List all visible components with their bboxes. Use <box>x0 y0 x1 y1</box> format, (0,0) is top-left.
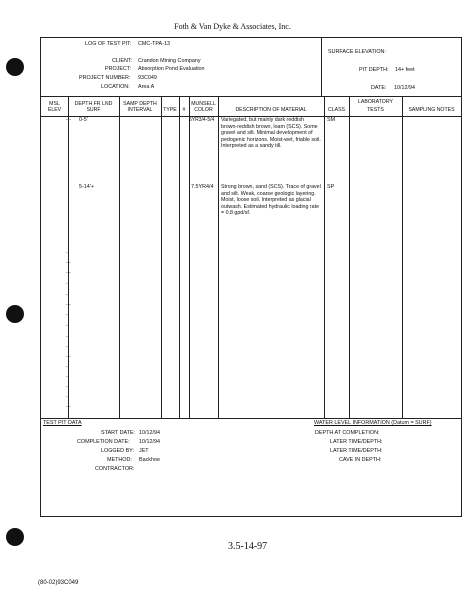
depth-tick: - <box>66 344 68 350</box>
row1-depth-tick: - - <box>66 117 72 123</box>
col-type: TYPE <box>163 107 177 113</box>
depth-tick: - <box>66 364 68 370</box>
location-value: Area A <box>138 84 155 90</box>
footer-code: (80-02)93C049 <box>38 580 79 586</box>
row1-depth: 0-5' <box>79 117 88 123</box>
row2-class: SP <box>327 184 335 190</box>
binder-hole-top <box>6 58 24 76</box>
col-sampling-notes: SAMPLING NOTES <box>408 107 455 113</box>
completion-date-label: COMPLETION DATE: <box>77 439 130 445</box>
col-interval: INTERVAL <box>127 107 153 113</box>
completion-date-value: 10/12/94 <box>139 439 160 445</box>
test-pit-data-title: TEST PIT DATA <box>43 420 82 426</box>
depth-tick: - - <box>66 270 71 276</box>
row1-munsell: 5YR3/4-5/4 <box>189 117 215 123</box>
depth-tick: - <box>66 281 68 287</box>
date-value: 10/12/94 <box>394 85 415 91</box>
date-label: DATE: <box>371 85 387 91</box>
row1-class: SM <box>327 117 336 123</box>
project-value: Absorption Pond Evaluation <box>138 66 205 72</box>
depth-tick: - <box>66 374 68 380</box>
col-tests: TESTS <box>367 107 384 113</box>
project-number-label: PROJECT NUMBER: <box>79 75 131 81</box>
depth-at-completion-label: DEPTH AT COMPLETION: <box>315 430 380 436</box>
pit-depth-label: PIT DEPTH: <box>359 67 389 73</box>
row2-depth: 5-14'+ <box>79 184 94 190</box>
later-time-depth-label-1: LATER TIME/DEPTH: <box>330 439 383 445</box>
test-pit-log-form <box>40 37 462 517</box>
project-label: PROJECT: <box>105 66 132 72</box>
col-munsell: MUNSELL <box>191 101 216 107</box>
depth-tick: - <box>66 323 68 329</box>
pit-depth-value: 14+ feet <box>395 67 415 73</box>
water-level-title: WATER LEVEL INFORMATION (Datum = SURF) <box>314 420 432 426</box>
depth-tick: - <box>66 394 68 400</box>
binder-hole-bottom <box>6 528 24 546</box>
depth-tick: - - <box>66 260 71 266</box>
col-description: DESCRIPTION OF MATERIAL <box>235 107 307 113</box>
row2-description: Strong brown, sand (SCS). Trace of gravel and silt. Weak, coarse geologic layering. Moist, loose soil. Interpreted as glacial outwash. Estimated hydraulic loading rate = 0.8 gpd/sf. <box>221 184 321 217</box>
project-number-value: 93C049 <box>138 75 157 81</box>
logged-by-value: JET <box>139 448 149 454</box>
start-date-value: 10/12/94 <box>139 430 160 436</box>
client-label: CLIENT: <box>112 58 133 64</box>
col-msl: MSL <box>49 101 60 107</box>
depth-tick: - <box>66 334 68 340</box>
col-depth-fr-lnd: DEPTH FR LND <box>74 101 113 107</box>
col-samp-depth: SAMP DEPTH <box>123 101 157 107</box>
col-number: # <box>182 107 186 113</box>
logged-by-label: LOGGED BY: <box>101 448 134 454</box>
depth-tick: - - <box>66 354 71 360</box>
depth-tick: - - <box>66 302 71 308</box>
row2-munsell: 7.5YR4/4 <box>191 184 214 190</box>
binder-hole-middle <box>6 305 24 323</box>
surface-elevation-label: SURFACE ELEVATION: <box>328 49 386 55</box>
start-date-label: START DATE: <box>101 430 136 436</box>
cave-in-depth-label: CAVE IN DEPTH: <box>339 457 382 463</box>
later-time-depth-label-2: LATER TIME/DEPTH: <box>330 448 383 454</box>
depth-tick: - <box>66 292 68 298</box>
company-name: Foth & Van Dyke & Associates, Inc. <box>174 22 291 31</box>
depth-tick: - <box>66 312 68 318</box>
client-value: Crandon Mining Company <box>138 58 201 64</box>
page-code: 3.5-14-97 <box>228 541 268 552</box>
col-surf: SURF <box>86 107 101 113</box>
col-color: COLOR <box>194 107 213 113</box>
log-value: CMC-TPA-13 <box>138 41 170 47</box>
col-elev: ELEV <box>47 107 62 113</box>
col-class: CLASS <box>327 107 345 113</box>
row1-description: Variegated, but mainly dark reddish brown-reddish brown, loam (SCS). Some gravel and silt. Minimal development of pedogenic horizons. Moist-wet, friable soil. Interpreted as a sandy till. <box>221 117 321 150</box>
depth-tick: - <box>66 250 68 256</box>
depth-tick: - <box>66 384 68 390</box>
col-laboratory: LABORATORY <box>358 99 393 105</box>
contractor-label: CONTRACTOR: <box>95 466 135 472</box>
depth-tick: - - <box>66 404 71 410</box>
log-label: LOG OF TEST PIT: <box>85 41 132 47</box>
location-label: LOCATION: <box>101 84 130 90</box>
method-label: METHOD: <box>107 457 132 463</box>
method-value: Backhoe <box>139 457 160 463</box>
